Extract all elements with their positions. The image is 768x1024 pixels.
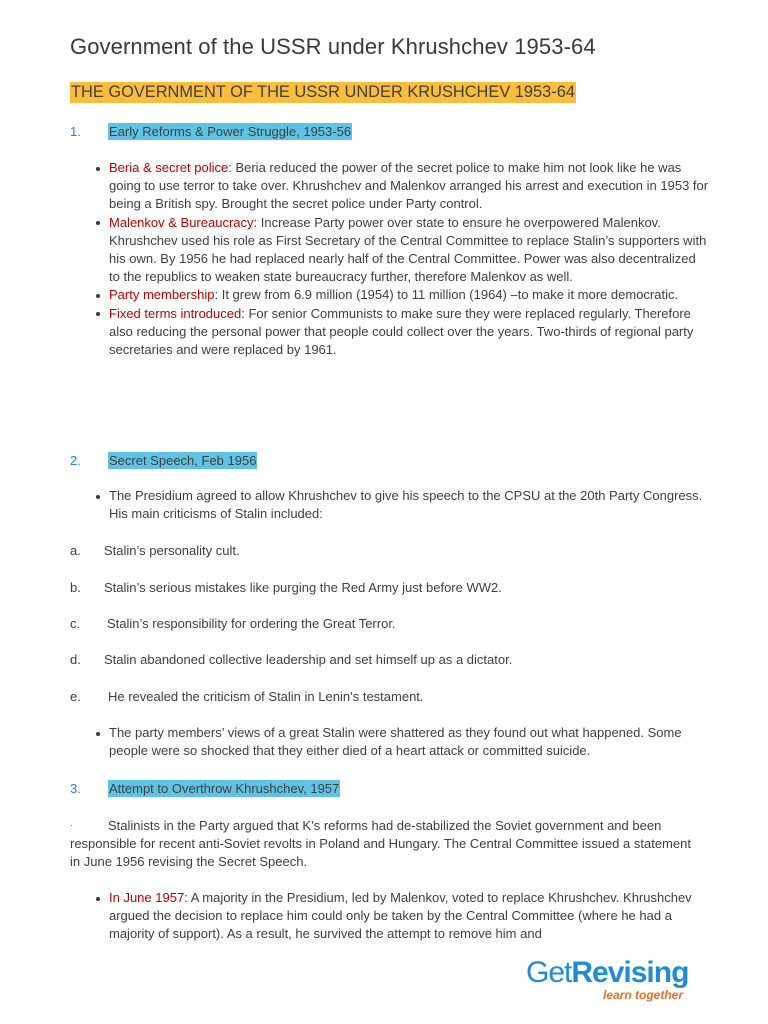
logo-get: Get bbox=[526, 956, 572, 989]
point-text: Stalin’s serious mistakes like purging the Red Army just before WW2. bbox=[104, 580, 502, 595]
getrevising-logo[interactable] bbox=[526, 956, 726, 1006]
section-2-title: Secret Speech, Feb 1956 bbox=[109, 453, 257, 468]
point-text: Stalin abandoned collective leadership and set himself up as a dictator. bbox=[104, 652, 513, 667]
point-text: He revealed the criticism of Stalin in Lenin’s testament. bbox=[108, 689, 424, 704]
list-item bbox=[109, 286, 709, 304]
bullet-text: The party members’ views of a great Stalin were shattered as they found out what happened. Some people were so shocked that they either died of a heart attack or committed suicide. bbox=[109, 725, 682, 759]
list-item bbox=[109, 889, 709, 944]
section-3-bullets bbox=[109, 889, 709, 944]
criticism-a bbox=[70, 543, 240, 558]
section-2-intro bbox=[109, 487, 709, 523]
document-title: Government of the USSR under Khrushchev 1953-64 bbox=[70, 34, 596, 59]
section-3-number: 3. bbox=[70, 781, 81, 796]
logo-revising: Revising bbox=[571, 956, 689, 989]
bullet-label: Fixed terms introduced: bbox=[109, 305, 245, 321]
title-banner: THE GOVERNMENT OF THE USSR UNDER KRUSHCHEV 1953-64 bbox=[71, 83, 575, 101]
bullet-label: Beria & secret police: bbox=[109, 160, 232, 175]
bullet-text: A majority in the Presidium, led by Malenkov, voted to replace Khrushchev. Khrushchev argued the decision to replace him could only be taken by the Central Committee (where he had a majority of support). As a result, he survived the attempt to remove him and bbox=[109, 890, 692, 942]
bullet-text: Increase Party power over state to ensure he overpowered Malenkov. Khrushchev used his role as First Secretary of the Central Committee to replace Stalin’s supporters with his own. By 1956 he had replaced nearly half of the Central Committee. Power was also decentralized to the republics to weaken state bureaucracy further, therefore Malenkov as well. bbox=[109, 214, 707, 285]
paragraph-text: Stalinists in the Party argued that K’s reforms had de-stabilized the Soviet government and been responsible for recent anti-Soviet revolts in Poland and Hungary. The Central Committee issued a statement in June 1956 revising the Secret Speech. bbox=[70, 818, 691, 870]
section-1-number: 1. bbox=[70, 124, 81, 139]
point-letter: c. bbox=[70, 616, 81, 631]
list-item bbox=[109, 305, 709, 360]
bullet-text: The Presidium agreed to allow Khrushchev to give his speech to the CPSU at the 20th Party Congress. His main criticisms of Stalin included: bbox=[109, 488, 703, 522]
bullet-label: In June 1957: bbox=[109, 890, 188, 905]
logo-tagline: learn together bbox=[603, 988, 684, 1002]
section-2-outro bbox=[109, 724, 709, 760]
criticism-c bbox=[70, 616, 396, 631]
criticism-d bbox=[70, 652, 512, 667]
paragraph-marker: · bbox=[70, 820, 73, 830]
list-item bbox=[109, 487, 709, 523]
list-item bbox=[109, 159, 709, 214]
point-text: Stalin’s personality cult. bbox=[104, 543, 240, 558]
logo-wordmark bbox=[526, 956, 688, 990]
section-1-title: Early Reforms & Power Struggle, 1953-56 bbox=[109, 124, 352, 139]
bullet-text: For senior Communists to make sure they were replaced regularly. Therefore also reducing the personal power that people could collect over the years. Two-thirds of regional party secretaries and were replaced by 1961. bbox=[109, 305, 694, 358]
bullet-text: : It grew from 6.9 million (1954) to 11 million (1964) –to make it more democratic. bbox=[214, 287, 679, 303]
list-item bbox=[109, 724, 709, 760]
list-item bbox=[109, 214, 709, 287]
point-letter: b. bbox=[70, 580, 81, 595]
criticism-e bbox=[70, 689, 424, 704]
point-letter: a. bbox=[70, 543, 81, 558]
section-2-number: 2. bbox=[70, 453, 81, 468]
section-1-bullets bbox=[109, 159, 709, 359]
point-letter: e. bbox=[70, 689, 81, 704]
point-text: Stalin’s responsibility for ordering the Great Terror. bbox=[107, 616, 396, 631]
bullet-label: Malenkov & Bureaucracy: bbox=[109, 214, 258, 230]
bullet-text: Beria reduced the power of the secret police to make him not look like he was going to use terror to take over. Khrushchev and Malenkov arranged his arrest and execution in 1953 for being a British spy. Brought the secret police under Party control. bbox=[109, 160, 709, 212]
section-3-title: Attempt to Overthrow Khrushchev, 1957 bbox=[109, 781, 340, 796]
bullet-label: Party membership bbox=[109, 287, 215, 303]
point-letter: d. bbox=[70, 652, 81, 667]
criticism-b bbox=[70, 580, 502, 595]
section-3-paragraph bbox=[70, 816, 698, 872]
